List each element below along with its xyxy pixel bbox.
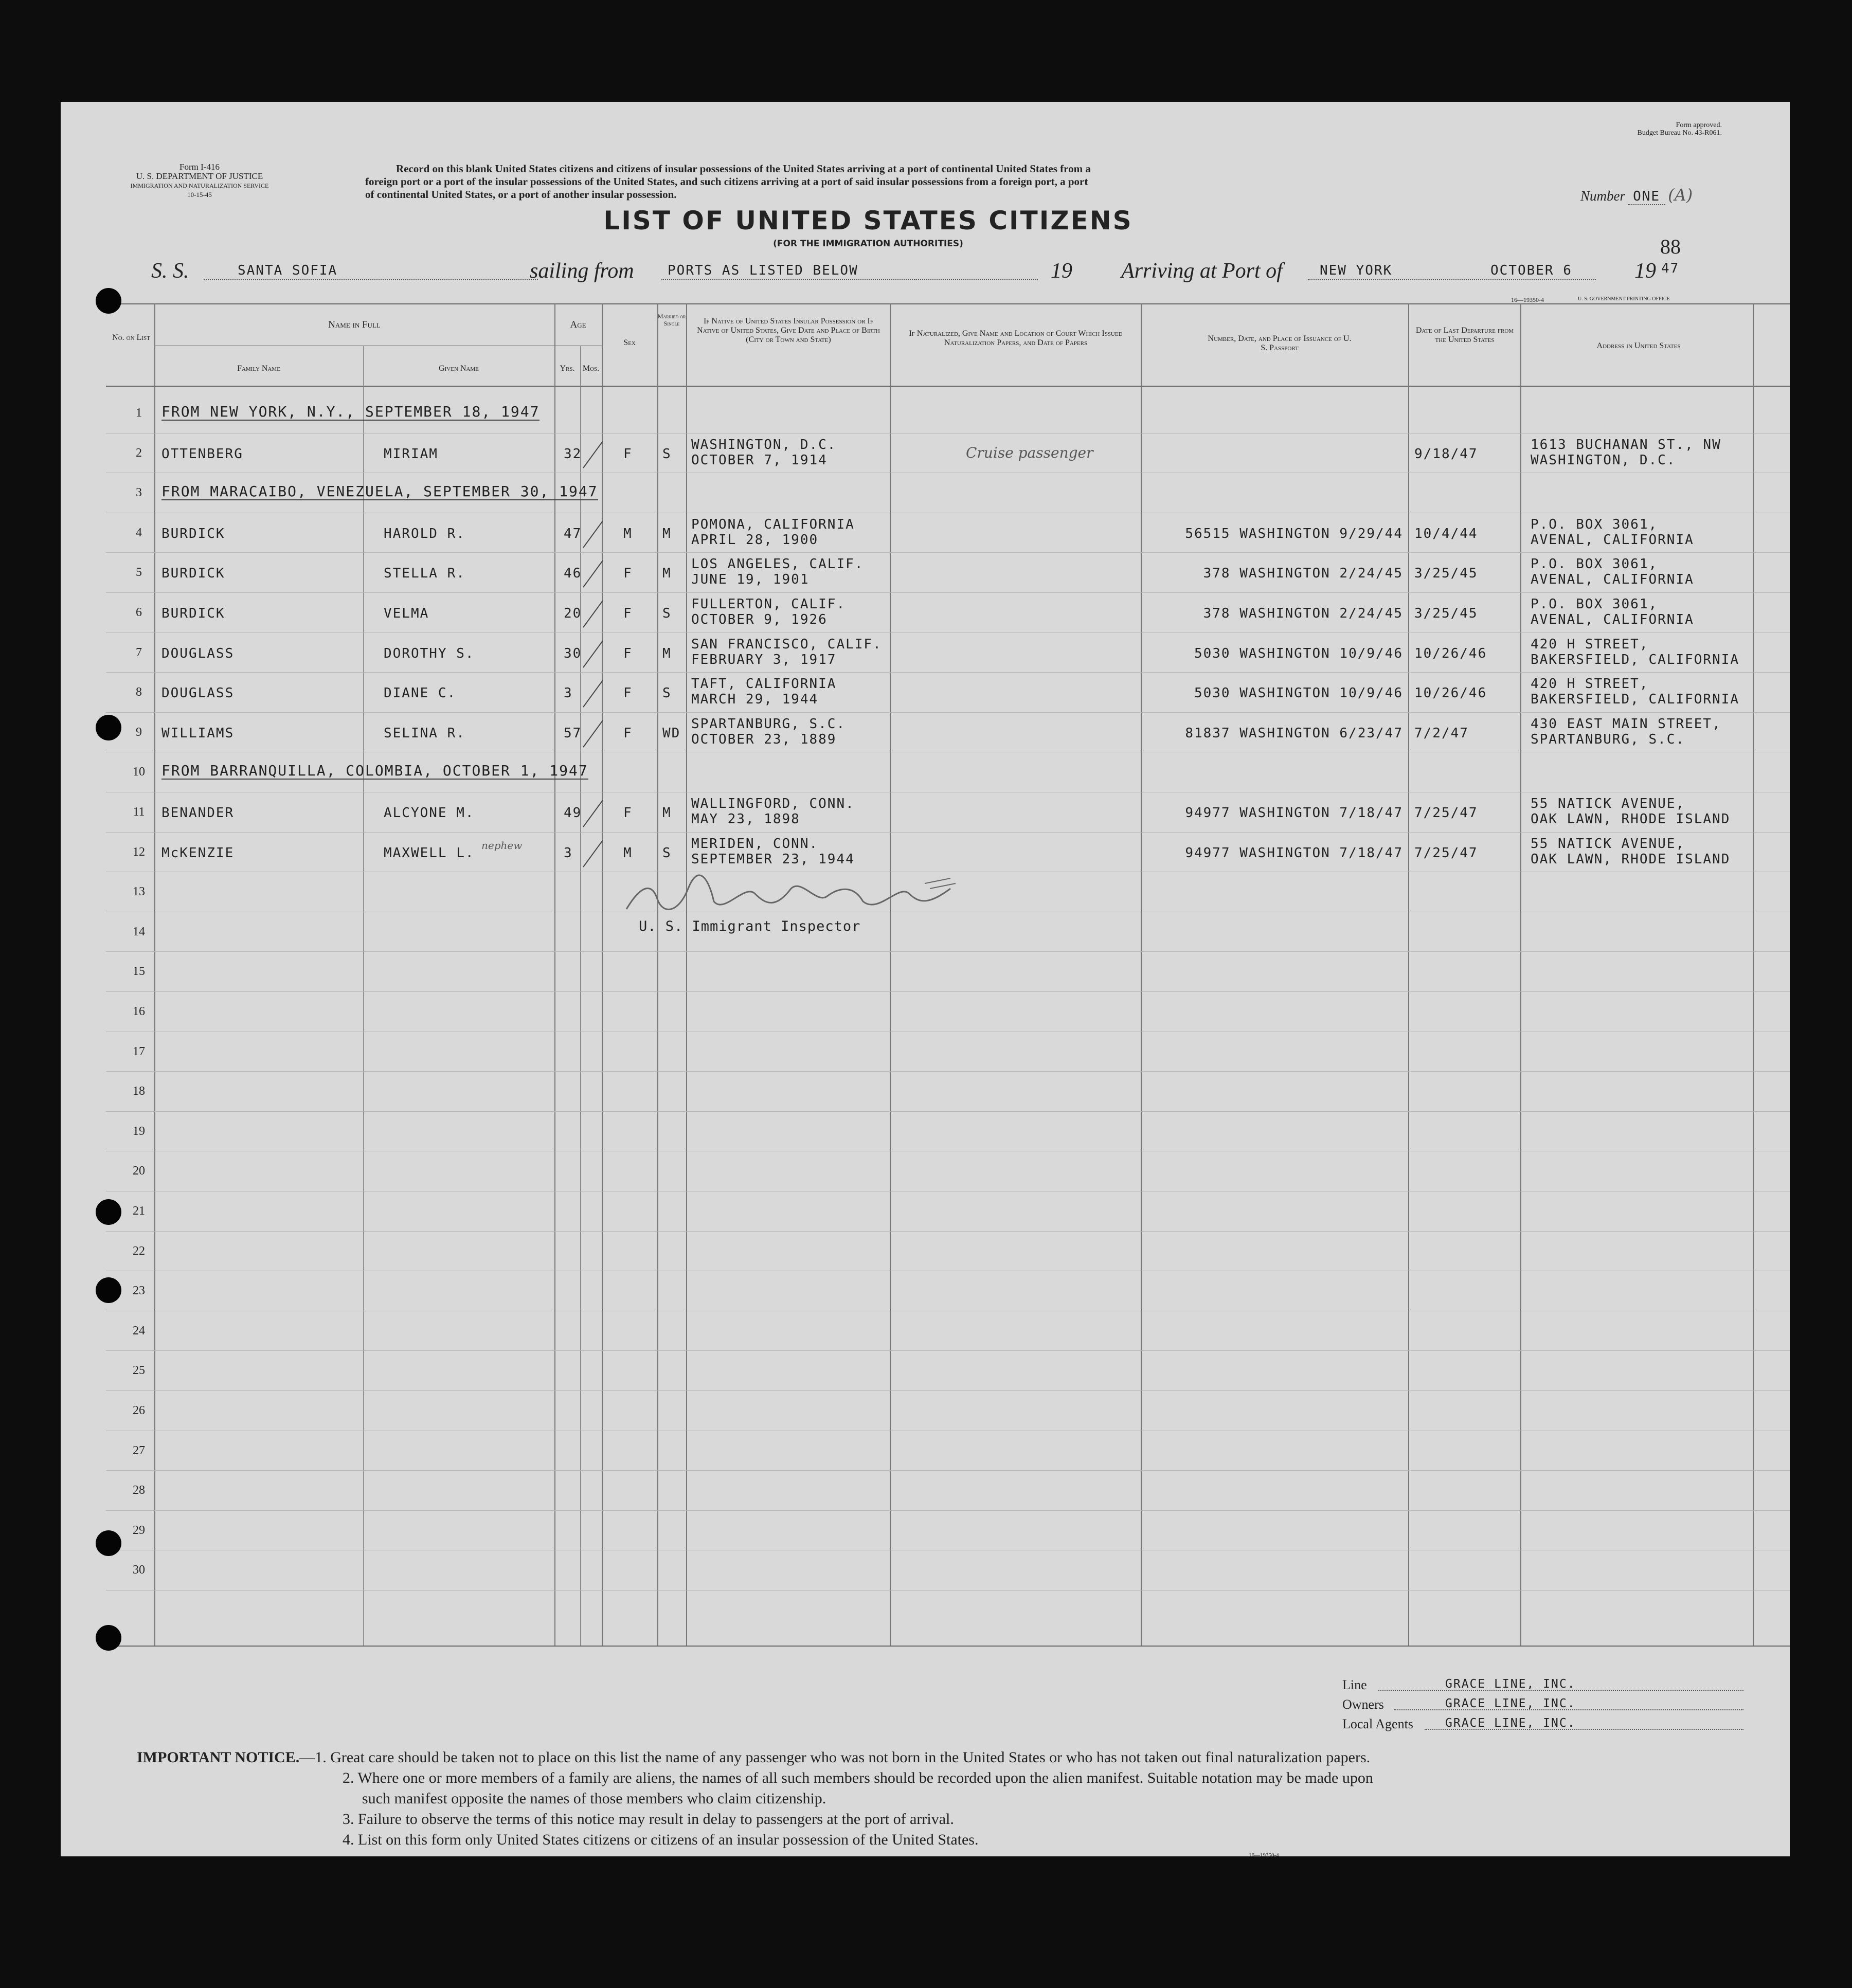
arrival-date: OCTOBER 6 bbox=[1490, 263, 1572, 278]
important-notice bbox=[137, 1747, 1772, 1850]
sex: F bbox=[623, 645, 633, 661]
address-line-1: P.O. BOX 3061, bbox=[1531, 516, 1658, 532]
address-line-2: AVENAL, CALIFORNIA bbox=[1531, 532, 1694, 548]
inspector-signature bbox=[621, 873, 992, 919]
passport: 94977 WASHINGTON 7/18/47 bbox=[1185, 845, 1403, 861]
marital-status: M bbox=[662, 526, 672, 541]
row-divider bbox=[106, 552, 1790, 553]
given-name: ALCYONE M. bbox=[384, 805, 475, 821]
binder-hole bbox=[96, 1277, 121, 1303]
notice-item-2b: such manifest opposite the names of those members who claim citizenship. bbox=[362, 1790, 826, 1807]
row-number: 14 bbox=[133, 925, 145, 938]
passport: 56515 WASHINGTON 9/29/44 bbox=[1185, 526, 1403, 541]
family-name: DOUGLASS bbox=[161, 645, 235, 661]
header-departure: Date of Last Departure from the United States bbox=[1415, 326, 1514, 344]
row-divider bbox=[106, 672, 1790, 673]
approval-block bbox=[1619, 121, 1722, 137]
given-name: DIANE C. bbox=[384, 685, 457, 701]
header-name-in-full: Name in Full bbox=[328, 319, 381, 330]
family-name: WILLIAMS bbox=[161, 725, 235, 741]
header-age: Age bbox=[570, 319, 586, 330]
marital-status: M bbox=[662, 566, 672, 582]
sailing-from: PORTS AS LISTED BELOW bbox=[668, 263, 858, 278]
instructions-line-3: of continental United States, or a port of another insular possession. bbox=[365, 188, 677, 201]
header-birth: If Native of United States Insular Possession or If Native of United States, Give Date and Place of Birth (City or Town and State) bbox=[697, 317, 880, 344]
row-number: 18 bbox=[133, 1085, 145, 1098]
row-number: 9 bbox=[136, 725, 142, 739]
sex: F bbox=[623, 446, 633, 462]
given-name: STELLA R. bbox=[384, 566, 465, 582]
owners-label: Owners bbox=[1342, 1697, 1384, 1712]
family-name: BENANDER bbox=[161, 805, 235, 821]
address-line-2: AVENAL, CALIFORNIA bbox=[1531, 572, 1694, 588]
header-sex: Sex bbox=[623, 338, 636, 347]
check-mark bbox=[580, 837, 606, 870]
birth-place: WASHINGTON, D.C. bbox=[691, 437, 837, 453]
row-divider bbox=[106, 712, 1790, 713]
last-departure: 7/2/47 bbox=[1414, 725, 1469, 741]
check-mark bbox=[580, 677, 606, 710]
voyage-line bbox=[61, 259, 1790, 290]
inspector-label: U. S. Immigrant Inspector bbox=[639, 918, 861, 934]
birth-place: LOS ANGELES, CALIF. bbox=[691, 556, 864, 572]
arriving-label: Arriving at Port of bbox=[1121, 259, 1283, 283]
binder-hole bbox=[96, 1199, 121, 1225]
age-years: 46 bbox=[564, 566, 582, 582]
last-departure: 3/25/45 bbox=[1414, 606, 1478, 621]
birth-place: POMONA, CALIFORNIA bbox=[691, 516, 855, 532]
section-header: FROM MARACAIBO, VENEZUELA, SEPTEMBER 30, 1947 bbox=[161, 483, 598, 500]
last-departure: 10/26/46 bbox=[1414, 645, 1487, 661]
birth-date: OCTOBER 7, 1914 bbox=[691, 452, 828, 468]
marital-status: S bbox=[662, 845, 672, 861]
passport: 378 WASHINGTON 2/24/45 bbox=[1203, 606, 1403, 621]
passport: 5030 WASHINGTON 10/9/46 bbox=[1194, 645, 1403, 661]
passport: 5030 WASHINGTON 10/9/46 bbox=[1194, 685, 1403, 701]
address-line-1: 55 NATICK AVENUE, bbox=[1531, 836, 1685, 852]
birth-date: OCTOBER 9, 1926 bbox=[691, 612, 828, 627]
birth-place: WALLINGFORD, CONN. bbox=[691, 796, 855, 811]
row-number: 21 bbox=[133, 1204, 145, 1218]
row-number: 28 bbox=[133, 1484, 145, 1497]
row-divider bbox=[106, 1231, 1790, 1232]
form-number: Form I-416 bbox=[179, 162, 220, 172]
row-number: 24 bbox=[133, 1324, 145, 1338]
age-years: 57 bbox=[564, 725, 582, 741]
birth-place: SPARTANBURG, S.C. bbox=[691, 716, 846, 732]
sex: F bbox=[623, 606, 633, 621]
marital-status: S bbox=[662, 685, 672, 701]
given-name: MIRIAM bbox=[384, 446, 438, 462]
line-info bbox=[1342, 1675, 1743, 1734]
address-line-2: BAKERSFIELD, CALIFORNIA bbox=[1531, 652, 1740, 667]
naturalization-note: Cruise passenger bbox=[966, 444, 1093, 461]
row-number: 23 bbox=[133, 1284, 145, 1298]
approval-line-1: Form approved. bbox=[1676, 121, 1722, 129]
row-number: 4 bbox=[136, 526, 142, 539]
row-number: 11 bbox=[133, 805, 145, 819]
row-divider bbox=[106, 1590, 1790, 1591]
header-no-on-list: No. on List bbox=[112, 333, 150, 342]
birth-place: TAFT, CALIFORNIA bbox=[691, 676, 837, 692]
birth-date: OCTOBER 23, 1889 bbox=[691, 731, 837, 747]
header-naturalized: If Naturalized, Give Name and Location of Court Which Issued Naturalization Papers, and Date of Papers bbox=[909, 329, 1123, 347]
page-subtitle: (FOR THE IMMIGRATION AUTHORITIES) bbox=[773, 239, 963, 249]
family-name: BURDICK bbox=[161, 566, 225, 582]
passport: 81837 WASHINGTON 6/23/47 bbox=[1185, 725, 1403, 741]
row-number: 22 bbox=[133, 1244, 145, 1258]
row-number: 29 bbox=[133, 1523, 145, 1537]
last-departure: 10/4/44 bbox=[1414, 526, 1478, 541]
row-divider bbox=[106, 592, 1790, 593]
row-divider bbox=[106, 832, 1790, 833]
row-number: 26 bbox=[133, 1404, 145, 1417]
sex: F bbox=[623, 805, 633, 821]
address-line-1: P.O. BOX 3061, bbox=[1531, 597, 1658, 612]
row-number: 2 bbox=[136, 446, 142, 460]
address-line-2: AVENAL, CALIFORNIA bbox=[1531, 612, 1694, 627]
family-name: OTTENBERG bbox=[161, 446, 243, 462]
age-years: 47 bbox=[564, 526, 582, 541]
check-mark bbox=[580, 557, 606, 590]
check-mark bbox=[580, 797, 606, 830]
check-mark bbox=[580, 438, 606, 471]
check-mark bbox=[580, 638, 606, 671]
address-line-2: BAKERSFIELD, CALIFORNIA bbox=[1531, 692, 1740, 708]
row-divider bbox=[106, 1470, 1790, 1471]
page-title: LIST OF UNITED STATES CITIZENS bbox=[603, 206, 1133, 236]
instructions-line-2: foreign port or a port of the insular possessions of the United States, and such citizens arriving at a port of said insular possessions from a foreign port, a port bbox=[365, 175, 1088, 188]
header-family-name: Family Name bbox=[237, 364, 280, 373]
marital-status: M bbox=[662, 645, 672, 661]
approval-line-2: Budget Bureau No. 43-R061. bbox=[1637, 129, 1722, 137]
last-departure: 7/25/47 bbox=[1414, 805, 1478, 821]
year-prefix-2: 19 bbox=[1634, 259, 1656, 283]
ship-name: SANTA SOFIA bbox=[238, 263, 338, 278]
row-number: 16 bbox=[133, 1005, 145, 1018]
family-name: McKENZIE bbox=[161, 845, 235, 861]
row-number: 15 bbox=[133, 965, 145, 979]
section-header: FROM NEW YORK, N.Y., SEPTEMBER 18, 1947 bbox=[161, 403, 540, 420]
sex: F bbox=[623, 725, 633, 741]
family-name: BURDICK bbox=[161, 606, 225, 621]
age-years: 32 bbox=[564, 446, 582, 462]
agents-label: Local Agents bbox=[1342, 1716, 1413, 1731]
marital-status: S bbox=[662, 446, 672, 462]
given-name: MAXWELL L. bbox=[384, 845, 475, 861]
address-line-1: 1613 BUCHANAN ST., NW bbox=[1531, 437, 1721, 453]
binder-hole bbox=[96, 288, 121, 314]
sailing-label: sailing from bbox=[530, 259, 634, 283]
age-years: 30 bbox=[564, 645, 582, 661]
row-number: 30 bbox=[133, 1563, 145, 1577]
birth-date: MARCH 29, 1944 bbox=[691, 692, 819, 708]
check-mark bbox=[580, 598, 606, 630]
number-annotation: (A) bbox=[1668, 185, 1693, 205]
sex: F bbox=[623, 566, 633, 582]
row-number: 10 bbox=[133, 765, 145, 779]
last-departure: 7/25/47 bbox=[1414, 845, 1478, 861]
row-number: 27 bbox=[133, 1443, 145, 1457]
row-number: 7 bbox=[136, 645, 142, 659]
given-name-note: nephew bbox=[481, 839, 523, 852]
row-number: 1 bbox=[136, 406, 142, 420]
row-divider bbox=[106, 632, 1790, 633]
age-years: 49 bbox=[564, 805, 582, 821]
marital-status: M bbox=[662, 805, 672, 821]
line-label: Line bbox=[1342, 1677, 1367, 1692]
header-mos: Mos. bbox=[582, 364, 600, 373]
arrival-port: NEW YORK bbox=[1320, 263, 1393, 278]
notice-item-3: 3. Failure to observe the terms of this notice may result in delay to passengers at the port of arrival. bbox=[343, 1811, 954, 1828]
header-yrs: Yrs. bbox=[560, 364, 575, 373]
form-date: 10-15-45 bbox=[187, 191, 212, 198]
row-divider bbox=[106, 951, 1790, 952]
family-name: DOUGLASS bbox=[161, 685, 235, 701]
address-line-1: 420 H STREET, bbox=[1531, 636, 1649, 652]
passport: 378 WASHINGTON 2/24/45 bbox=[1203, 566, 1403, 582]
row-number: 17 bbox=[133, 1044, 145, 1058]
instructions-line-1: Record on this blank United States citizens and citizens of insular possessions of the United States arriving at a port of continental United States from a bbox=[396, 162, 1091, 175]
sex: F bbox=[623, 685, 633, 701]
address-line-2: OAK LAWN, RHODE ISLAND bbox=[1531, 851, 1731, 867]
marital-status: S bbox=[662, 606, 672, 621]
instructions bbox=[365, 162, 1091, 201]
notice-item-1: —1. Great care should be taken not to place on this list the name of any passenger who was not born in the United States or who has not taken out final naturalization papers. bbox=[299, 1749, 1371, 1766]
given-name: SELINA R. bbox=[384, 725, 465, 741]
address-line-1: 430 EAST MAIN STREET, bbox=[1531, 716, 1721, 732]
service-name: IMMIGRATION AND NATURALIZATION SERVICE bbox=[130, 182, 269, 189]
notice-item-4: 4. List on this form only United States citizens or citizens of an insular possession of the United States. bbox=[343, 1831, 979, 1848]
department-name: U. S. DEPARTMENT OF JUSTICE bbox=[136, 171, 263, 181]
given-name: HAROLD R. bbox=[384, 526, 465, 541]
age-years: 20 bbox=[564, 606, 582, 621]
notice-item-2a: 2. Where one or more members of a family are aliens, the names of all such members should be recorded upon the alien manifest. Suitable notation may be made upon bbox=[343, 1769, 1373, 1786]
page-number: 88 bbox=[1660, 235, 1681, 258]
address-line-1: 55 NATICK AVENUE, bbox=[1531, 796, 1685, 811]
row-divider bbox=[106, 1510, 1790, 1511]
address-line-2: SPARTANBURG, S.C. bbox=[1531, 731, 1685, 747]
agents-value: GRACE LINE, INC. bbox=[1445, 1716, 1576, 1730]
number-label: Number bbox=[1580, 188, 1625, 204]
owners-value: GRACE LINE, INC. bbox=[1445, 1697, 1576, 1710]
row-divider bbox=[106, 1390, 1790, 1391]
printing-office: U. S. GOVERNMENT PRINTING OFFICE bbox=[1578, 296, 1670, 302]
birth-place: MERIDEN, CONN. bbox=[691, 836, 819, 852]
check-mark bbox=[580, 717, 606, 750]
row-number: 12 bbox=[133, 845, 145, 859]
check-mark bbox=[580, 518, 606, 551]
birth-date: JUNE 19, 1901 bbox=[691, 572, 810, 588]
footer-code: 16—19350-4 bbox=[1249, 1852, 1279, 1856]
birth-place: FULLERTON, CALIF. bbox=[691, 597, 846, 612]
row-divider bbox=[106, 1350, 1790, 1351]
row-number: 13 bbox=[133, 885, 145, 899]
ss-label: S. S. bbox=[151, 259, 189, 283]
header-given-name: Given Name bbox=[439, 364, 479, 373]
row-number: 3 bbox=[136, 486, 142, 500]
form-sheet bbox=[61, 102, 1790, 1856]
binder-hole bbox=[96, 1625, 121, 1651]
printing-code: 16—19350-4 bbox=[1511, 296, 1544, 303]
birth-date: SEPTEMBER 23, 1944 bbox=[691, 851, 855, 867]
last-departure: 3/25/45 bbox=[1414, 566, 1478, 582]
section-header: FROM BARRANQUILLA, COLOMBIA, OCTOBER 1, 1947 bbox=[161, 762, 588, 780]
address-line-2: WASHINGTON, D.C. bbox=[1531, 452, 1676, 468]
family-name: BURDICK bbox=[161, 526, 225, 541]
birth-date: MAY 23, 1898 bbox=[691, 811, 800, 827]
form-id-block bbox=[102, 162, 297, 200]
sex: M bbox=[623, 845, 633, 861]
address-line-1: 420 H STREET, bbox=[1531, 676, 1649, 692]
last-departure: 9/18/47 bbox=[1414, 446, 1478, 462]
birth-date: APRIL 28, 1900 bbox=[691, 532, 819, 548]
row-number: 19 bbox=[133, 1124, 145, 1138]
notice-heading: IMPORTANT NOTICE. bbox=[137, 1749, 300, 1766]
age-years: 3 bbox=[564, 685, 573, 701]
sex: M bbox=[623, 526, 633, 541]
given-name: VELMA bbox=[384, 606, 429, 621]
year-prefix-1: 19 bbox=[1051, 259, 1072, 283]
address-line-1: P.O. BOX 3061, bbox=[1531, 556, 1658, 572]
row-number: 20 bbox=[133, 1164, 145, 1178]
binder-hole bbox=[96, 1530, 121, 1556]
row-number: 25 bbox=[133, 1364, 145, 1378]
header-passport: Number, Date, and Place of Issuance of U. S. Passport bbox=[1208, 334, 1352, 352]
row-number: 8 bbox=[136, 685, 142, 699]
birth-place: SAN FRANCISCO, CALIF. bbox=[691, 636, 882, 652]
row-number: 5 bbox=[136, 566, 142, 580]
list-number bbox=[1580, 185, 1693, 205]
birth-date: FEBRUARY 3, 1917 bbox=[691, 652, 837, 667]
row-divider bbox=[106, 1071, 1790, 1072]
address-line-2: OAK LAWN, RHODE ISLAND bbox=[1531, 811, 1731, 827]
year-suffix: 47 bbox=[1661, 261, 1680, 276]
passport: 94977 WASHINGTON 7/18/47 bbox=[1185, 805, 1403, 821]
line-value: GRACE LINE, INC. bbox=[1445, 1677, 1576, 1691]
header-married: Married or Single bbox=[657, 313, 686, 327]
row-divider bbox=[106, 991, 1790, 992]
header-address: Address in United States bbox=[1596, 341, 1681, 350]
last-departure: 10/26/46 bbox=[1414, 685, 1487, 701]
age-years: 3 bbox=[564, 845, 573, 861]
binder-hole bbox=[96, 715, 121, 740]
marital-status: WD bbox=[662, 725, 681, 741]
row-divider bbox=[106, 1111, 1790, 1112]
given-name: DOROTHY S. bbox=[384, 645, 475, 661]
row-number: 6 bbox=[136, 606, 142, 619]
number-value: ONE bbox=[1628, 189, 1665, 205]
